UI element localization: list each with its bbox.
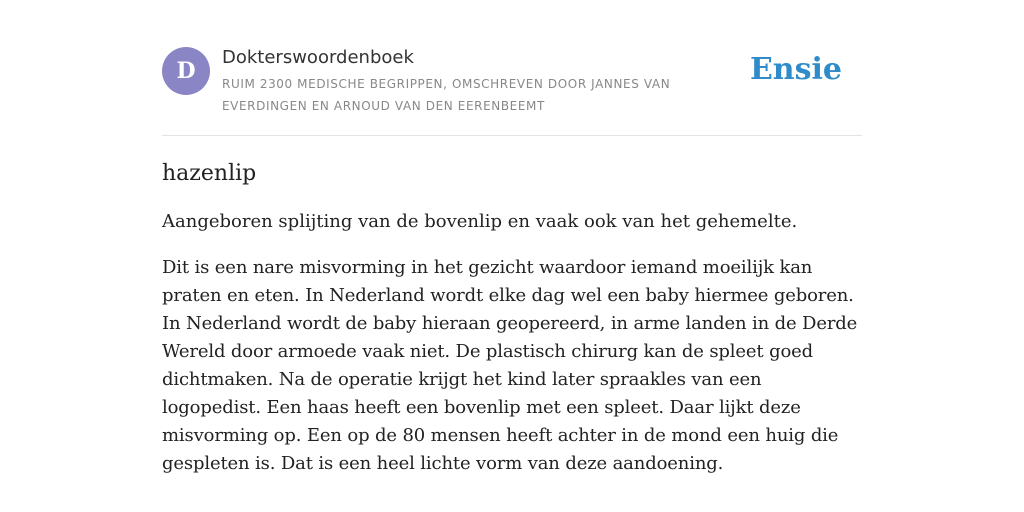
entry-term: hazenlip (162, 161, 257, 186)
dictionary-avatar[interactable]: D (162, 47, 210, 95)
dictionary-subtitle: RUIM 2300 MEDISCHE BEGRIPPEN, OMSCHREVEN DOOR JANNES VAN EVERDINGEN EN ARNOUD VAN DEN EERENBEEMT (222, 77, 671, 113)
dictionary-header (162, 44, 862, 136)
dictionary-title[interactable]: Dokterswoordenboek (222, 47, 414, 68)
ensie-logo-link[interactable]: Ensie (749, 52, 842, 87)
page-container (162, 44, 862, 478)
entry-explanation: Dit is een nare misvorming in het gezicht waardoor iemand moeilijk kan praten en eten. In Nederland wordt elke dag wel een baby hiermee geboren. In Nederland wordt de baby hieraan geopereerd, in arme landen in de Derde Wereld door armoede vaak niet. De plastisch chirurg kan de spleet goed dichtmaken. Na de operatie krijgt het kind later spraakles van een logopedist. Een haas heeft een bovenlip met een spleet. Daar lijkt deze misvorming op. Een op de 80 mensen heeft achter in de mond een huig die gespleten is. Dat is een heel lichte vorm van deze aandoening. (162, 257, 858, 474)
entry-definition: Aangeboren splijting van de bovenlip en vaak ook van het gehemelte. (162, 211, 798, 232)
